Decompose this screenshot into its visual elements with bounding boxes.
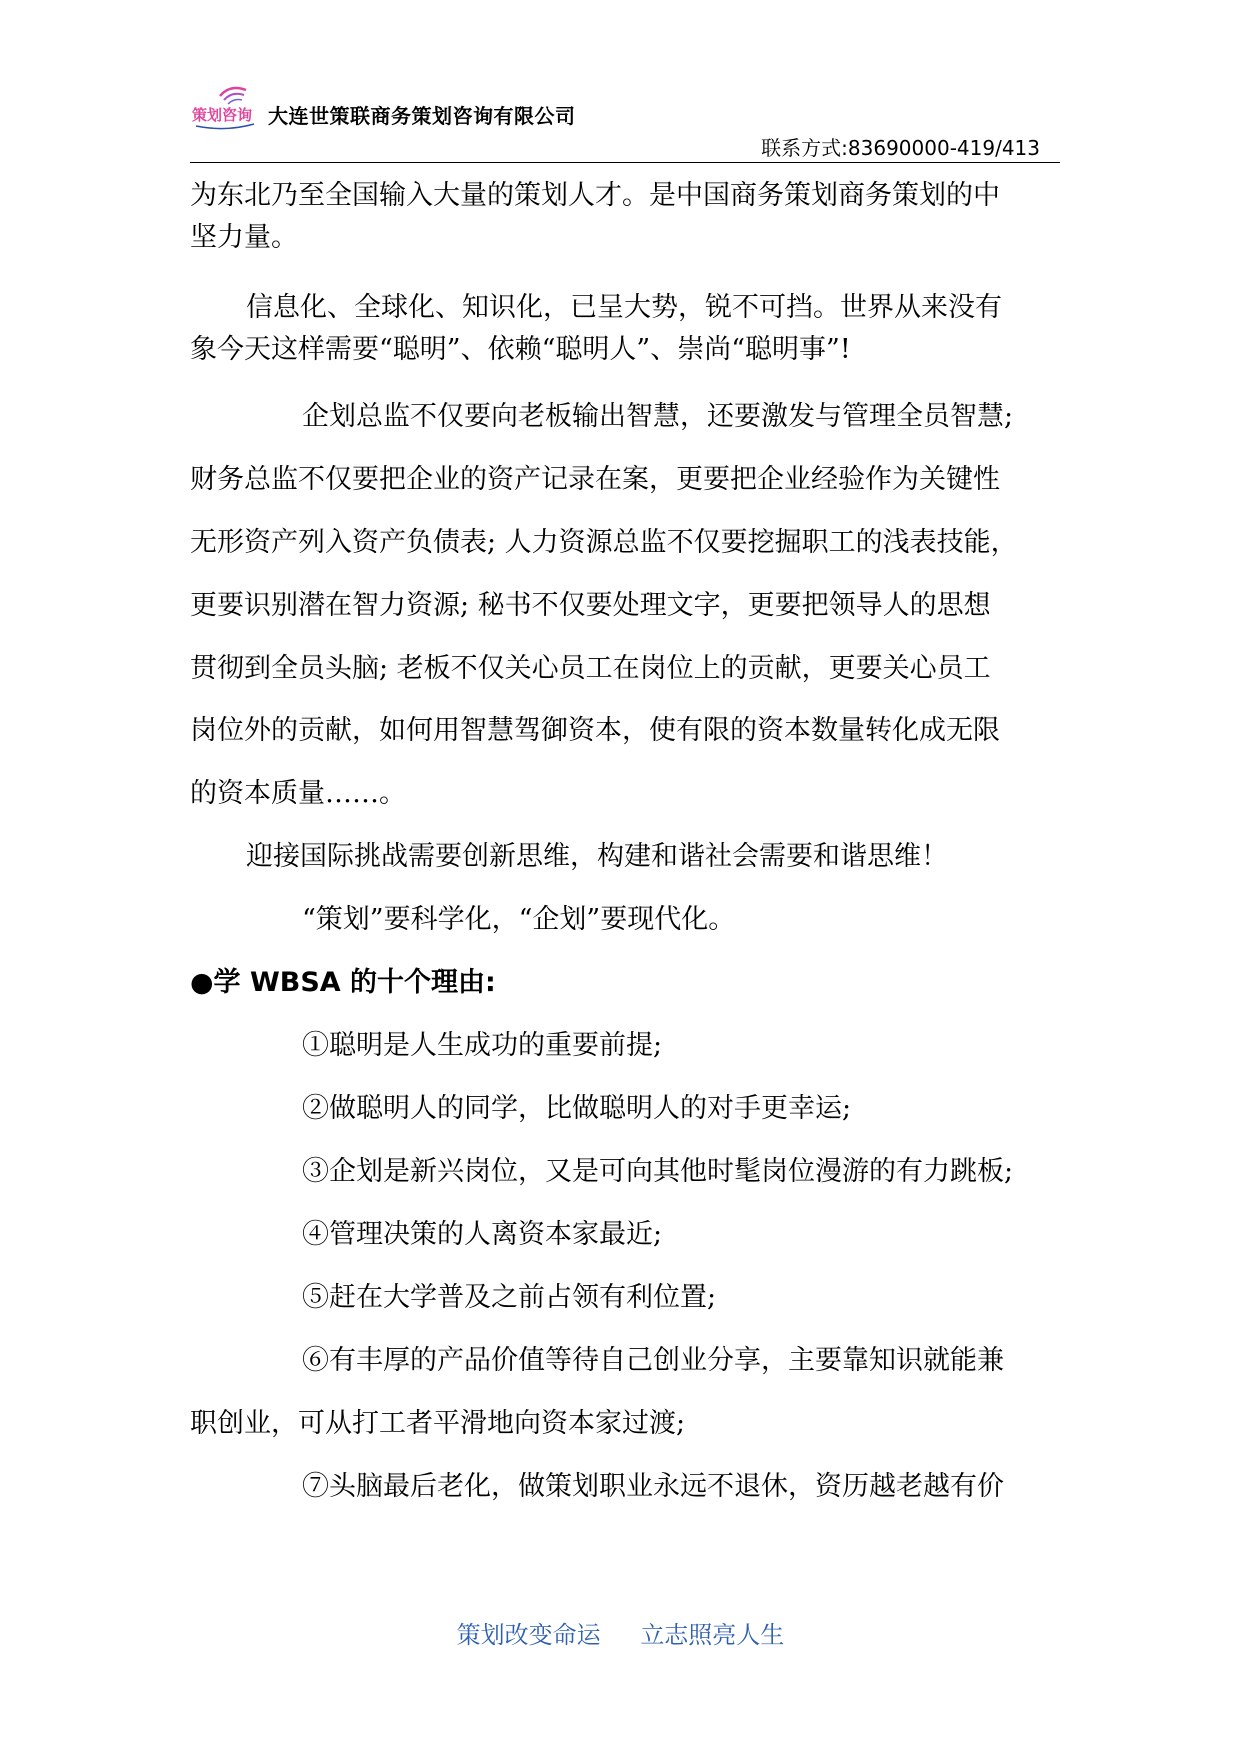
contact-info: 联系方式:83690000-419/413 [761,136,1040,160]
footer-slogan-left: 策划改变命运 [456,1621,601,1649]
paragraph-line: 财务总监不仅要把企业的资产记录在案，更要把企业经验作为关键性 [190,464,1000,495]
company-logo [190,80,264,134]
company-name: 大连世策联商务策划咨询有限公司 [268,104,576,128]
paragraph-line: 更要识别潜在智力资源; 秘书不仅要处理文字，更要把领导人的思想 [190,590,991,621]
logo-text: 策划咨询 [192,106,253,124]
reason-item: ④管理决策的人离资本家最近; [302,1219,663,1250]
paragraph-line: 企划总监不仅要向老板输出智慧，还要激发与管理全员智慧; [302,401,1014,432]
paragraph-line: 为东北乃至全国输入大量的策划人才。是中国商务策划商务策划的中 [190,180,1000,211]
paragraph-line: 信息化、全球化、知识化，已呈大势，锐不可挡。世界从来没有 [246,292,1002,323]
page-footer [0,1615,1241,1650]
page-header [190,78,1060,164]
paragraph-line: 无形资产列入资产负债表; 人力资源总监不仅要挖掘职工的浅表技能， [190,527,1018,558]
paragraph-line: 象今天这样需要“聪明”、依赖“聪明人”、崇尚“聪明事”! [190,334,851,365]
reason-item: 职创业，可从打工者平滑地向资本家过渡; [190,1408,686,1439]
reason-item: ⑦头脑最后老化，做策划职业永远不退休，资历越老越有价 [302,1471,1004,1502]
paragraph-line: 的资本质量……。 [190,778,406,809]
reasons-heading: ●学 WBSA 的十个理由: [190,967,496,998]
reason-item: ⑥有丰厚的产品价值等待自己创业分享，主要靠知识就能兼 [302,1345,1004,1376]
reason-item: ②做聪明人的同学，比做聪明人的对手更幸运; [302,1093,852,1124]
paragraph-line: 迎接国际挑战需要创新思维，构建和谐社会需要和谐思维！ [246,841,948,872]
paragraph-line: 坚力量。 [190,222,298,253]
header-rule [190,162,1060,163]
paragraph-line: 贯彻到全员头脑; 老板不仅关心员工在岗位上的贡献，更要关心员工 [190,653,991,684]
paragraph-line: 岗位外的贡献，如何用智慧驾御资本，使有限的资本数量转化成无限 [190,715,1000,746]
reason-item: ③企划是新兴岗位，又是可向其他时髦岗位漫游的有力跳板; [302,1156,1014,1187]
footer-slogan-right: 立志照亮人生 [640,1621,785,1649]
reason-item: ①聪明是人生成功的重要前提; [302,1030,663,1061]
reason-item: ⑤赶在大学普及之前占领有利位置; [302,1282,717,1313]
paragraph-line: “策划”要科学化，“企划”要现代化。 [302,904,736,935]
